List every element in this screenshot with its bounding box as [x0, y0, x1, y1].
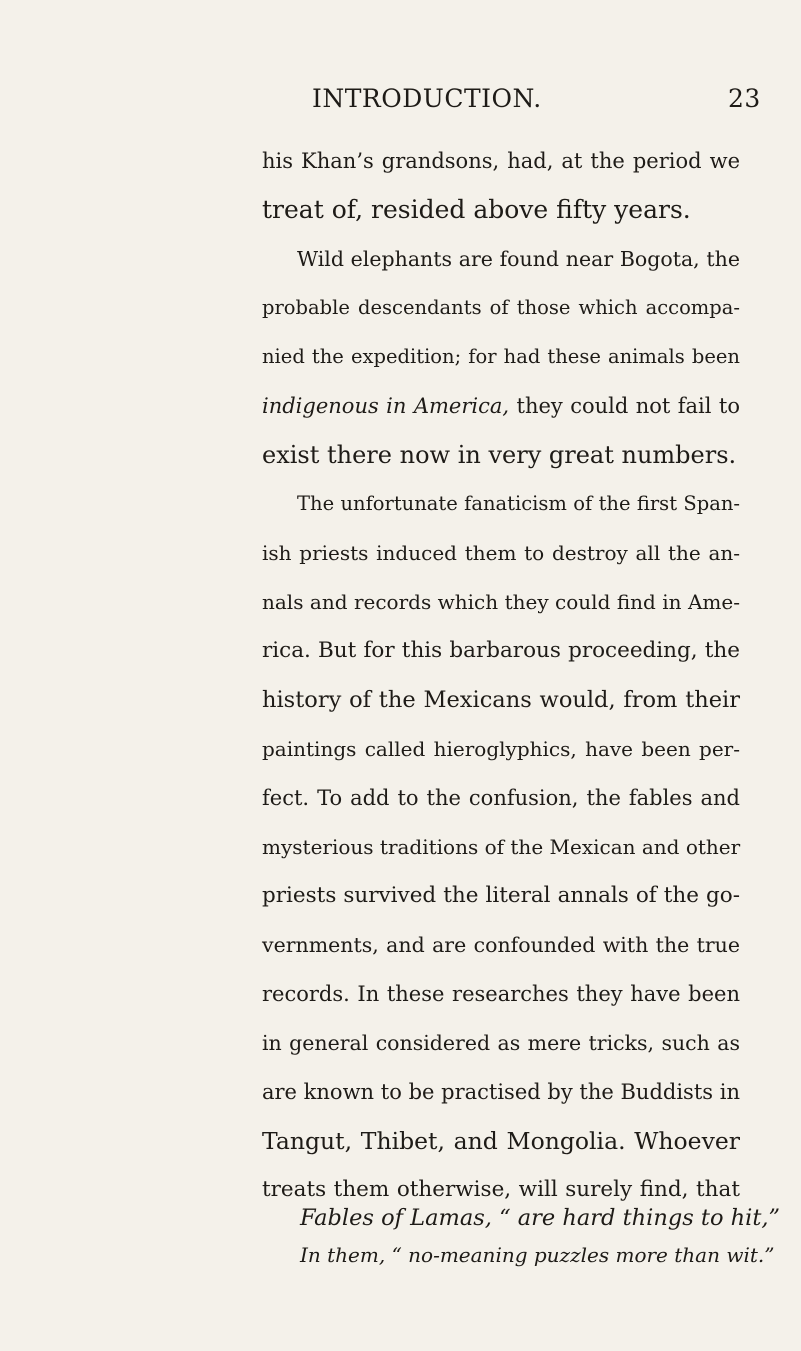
running-head-title: INTRODUCTION.	[312, 84, 542, 113]
body-line: The unfortunate fanaticism of the first Span-	[297, 492, 740, 515]
body-line: exist there now in very great numbers.	[262, 441, 737, 469]
body-line: are known to be practised by the Buddists in	[262, 1080, 740, 1104]
body-line: nied the expedition; for had these animals been	[262, 345, 740, 368]
body-line	[262, 384, 740, 428]
body-line: treat of, resided above fifty years.	[262, 195, 691, 224]
body-line: his Khan’s grandsons, had, at the period we	[262, 149, 740, 173]
body-line: fect. To add to the confusion, the fables and	[262, 786, 740, 810]
verse-line: In them, “ no-meaning puzzles more than wit.”	[300, 1243, 775, 1267]
page-number: 23	[728, 84, 761, 113]
body-line: vernments, and are confounded with the true	[262, 933, 740, 957]
body-line: rica. But for this barbarous proceeding, the	[262, 638, 740, 663]
body-line: records. In these researches they have been	[262, 982, 740, 1006]
body-line: history of the Mexicans would, from their	[262, 687, 740, 713]
body-line: nals and records which they could find in Ame-	[262, 590, 740, 614]
body-line: in general considered as mere tricks, such as	[262, 1031, 740, 1055]
body-line: mysterious traditions of the Mexican and other	[262, 835, 741, 859]
body-line: treats them otherwise, will surely find, that	[262, 1177, 740, 1202]
body-line: Tangut, Thibet, and Mongolia. Whoever	[262, 1127, 740, 1155]
body-line: priests survived the literal annals of the go-	[262, 883, 740, 908]
body-line-rest: they could not fail to	[509, 394, 740, 418]
body-line: ish priests induced them to destroy all the an-	[262, 541, 740, 565]
running-head	[0, 84, 801, 124]
body-line: Wild elephants are found near Bogota, the	[297, 247, 740, 271]
italic-phrase: indigenous in America,	[262, 394, 510, 418]
verse-line: Fables of Lamas, “ are hard things to hit,”	[300, 1205, 781, 1231]
body-line: paintings called hieroglyphics, have been per-	[262, 737, 740, 761]
body-line: probable descendants of those which accompa-	[262, 296, 740, 319]
